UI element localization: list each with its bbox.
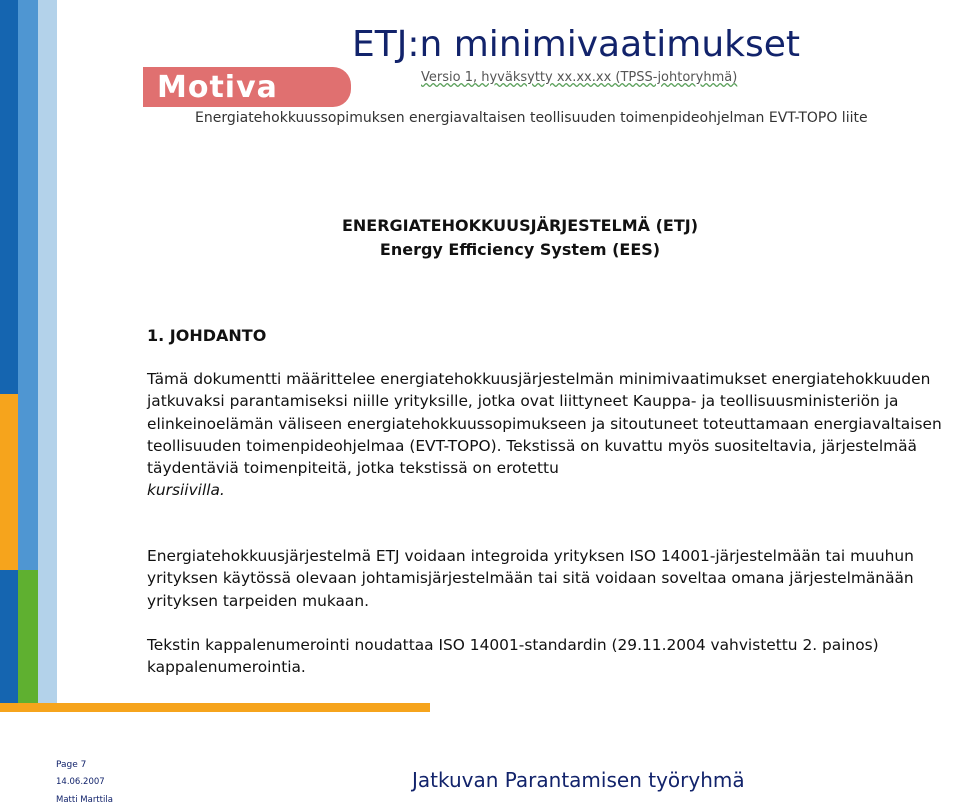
left-stripe-mid-blue [18, 0, 38, 570]
paragraph-integration: Energiatehokkuusjärjestelmä ETJ voidaan integroida yrityksen ISO 14001-järjestelmään tai muuhun yrityksen käytössä olevaan johtamisjärjestelmään tai sitä voidaan soveltaa omana järjestelmänään yrityksen tarpeiden mukaan. [147, 547, 914, 610]
paragraph-intro-text: Tämä dokumentti määrittelee energiatehokkuusjärjestelmän minimivaatimukset energiatehokkuuden jatkuvaksi parantamiseksi niille yrityksille, jotka ovat liittyneet Kauppa- ja teollisuusministeriön ja elinkeinoelämän väliseen energiatehokkuussopimukseen ja sitoutuneet toteuttamaan energiavaltaisen teollisuuden toimenpideohjelmaa (EVT-TOPO). Tekstissä on kuvattu myös suositeltavia, järjestelmää täydentäviä toimenpiteitä, jotka tekstissä on erotettu [147, 370, 942, 478]
left-stripe-light-blue [38, 0, 57, 710]
document-title-fi: ENERGIATEHOKKUUSJÄRJESTELMÄ (ETJ) [341, 216, 699, 235]
footer-author: Matti Marttila [56, 795, 113, 805]
logo-text: Motiva [157, 70, 278, 105]
bottom-orange-bar [0, 703, 430, 712]
embedded-document [140, 62, 960, 684]
footer-group-name: Jatkuvan Parantamisen työryhmä [412, 768, 745, 792]
section-heading: 1. JOHDANTO [147, 326, 267, 345]
motiva-logo [143, 67, 351, 107]
footer-date: 14.06.2007 [56, 777, 105, 787]
document-title-en: Energy Efficiency System (EES) [379, 240, 661, 259]
version-line: Versio 1, hyväksytty xx.xx.xx (TPSS-johtoryhmä) [421, 70, 738, 85]
paragraph-intro [147, 368, 952, 502]
left-stripe-blue [0, 0, 18, 394]
document-title [140, 214, 900, 262]
left-stripe-orange [0, 394, 18, 570]
left-stripe-blue-lower [0, 570, 18, 710]
left-stripe-green [18, 570, 38, 710]
document-subtitle: Energiatehokkuussopimuksen energiavaltaisen teollisuuden toimenpideohjelman EVT-TOPO liite [195, 110, 868, 126]
paragraph-intro-italic: kursiivilla. [147, 481, 225, 500]
slide-title: ETJ:n minimivaatimukset [352, 24, 800, 65]
paragraph-numbering: Tekstin kappalenumerointi noudattaa ISO 14001-standardin (29.11.2004 vahvistettu 2. painos) kappalenumerointia. [147, 636, 879, 677]
page-number: Page 7 [56, 760, 87, 770]
